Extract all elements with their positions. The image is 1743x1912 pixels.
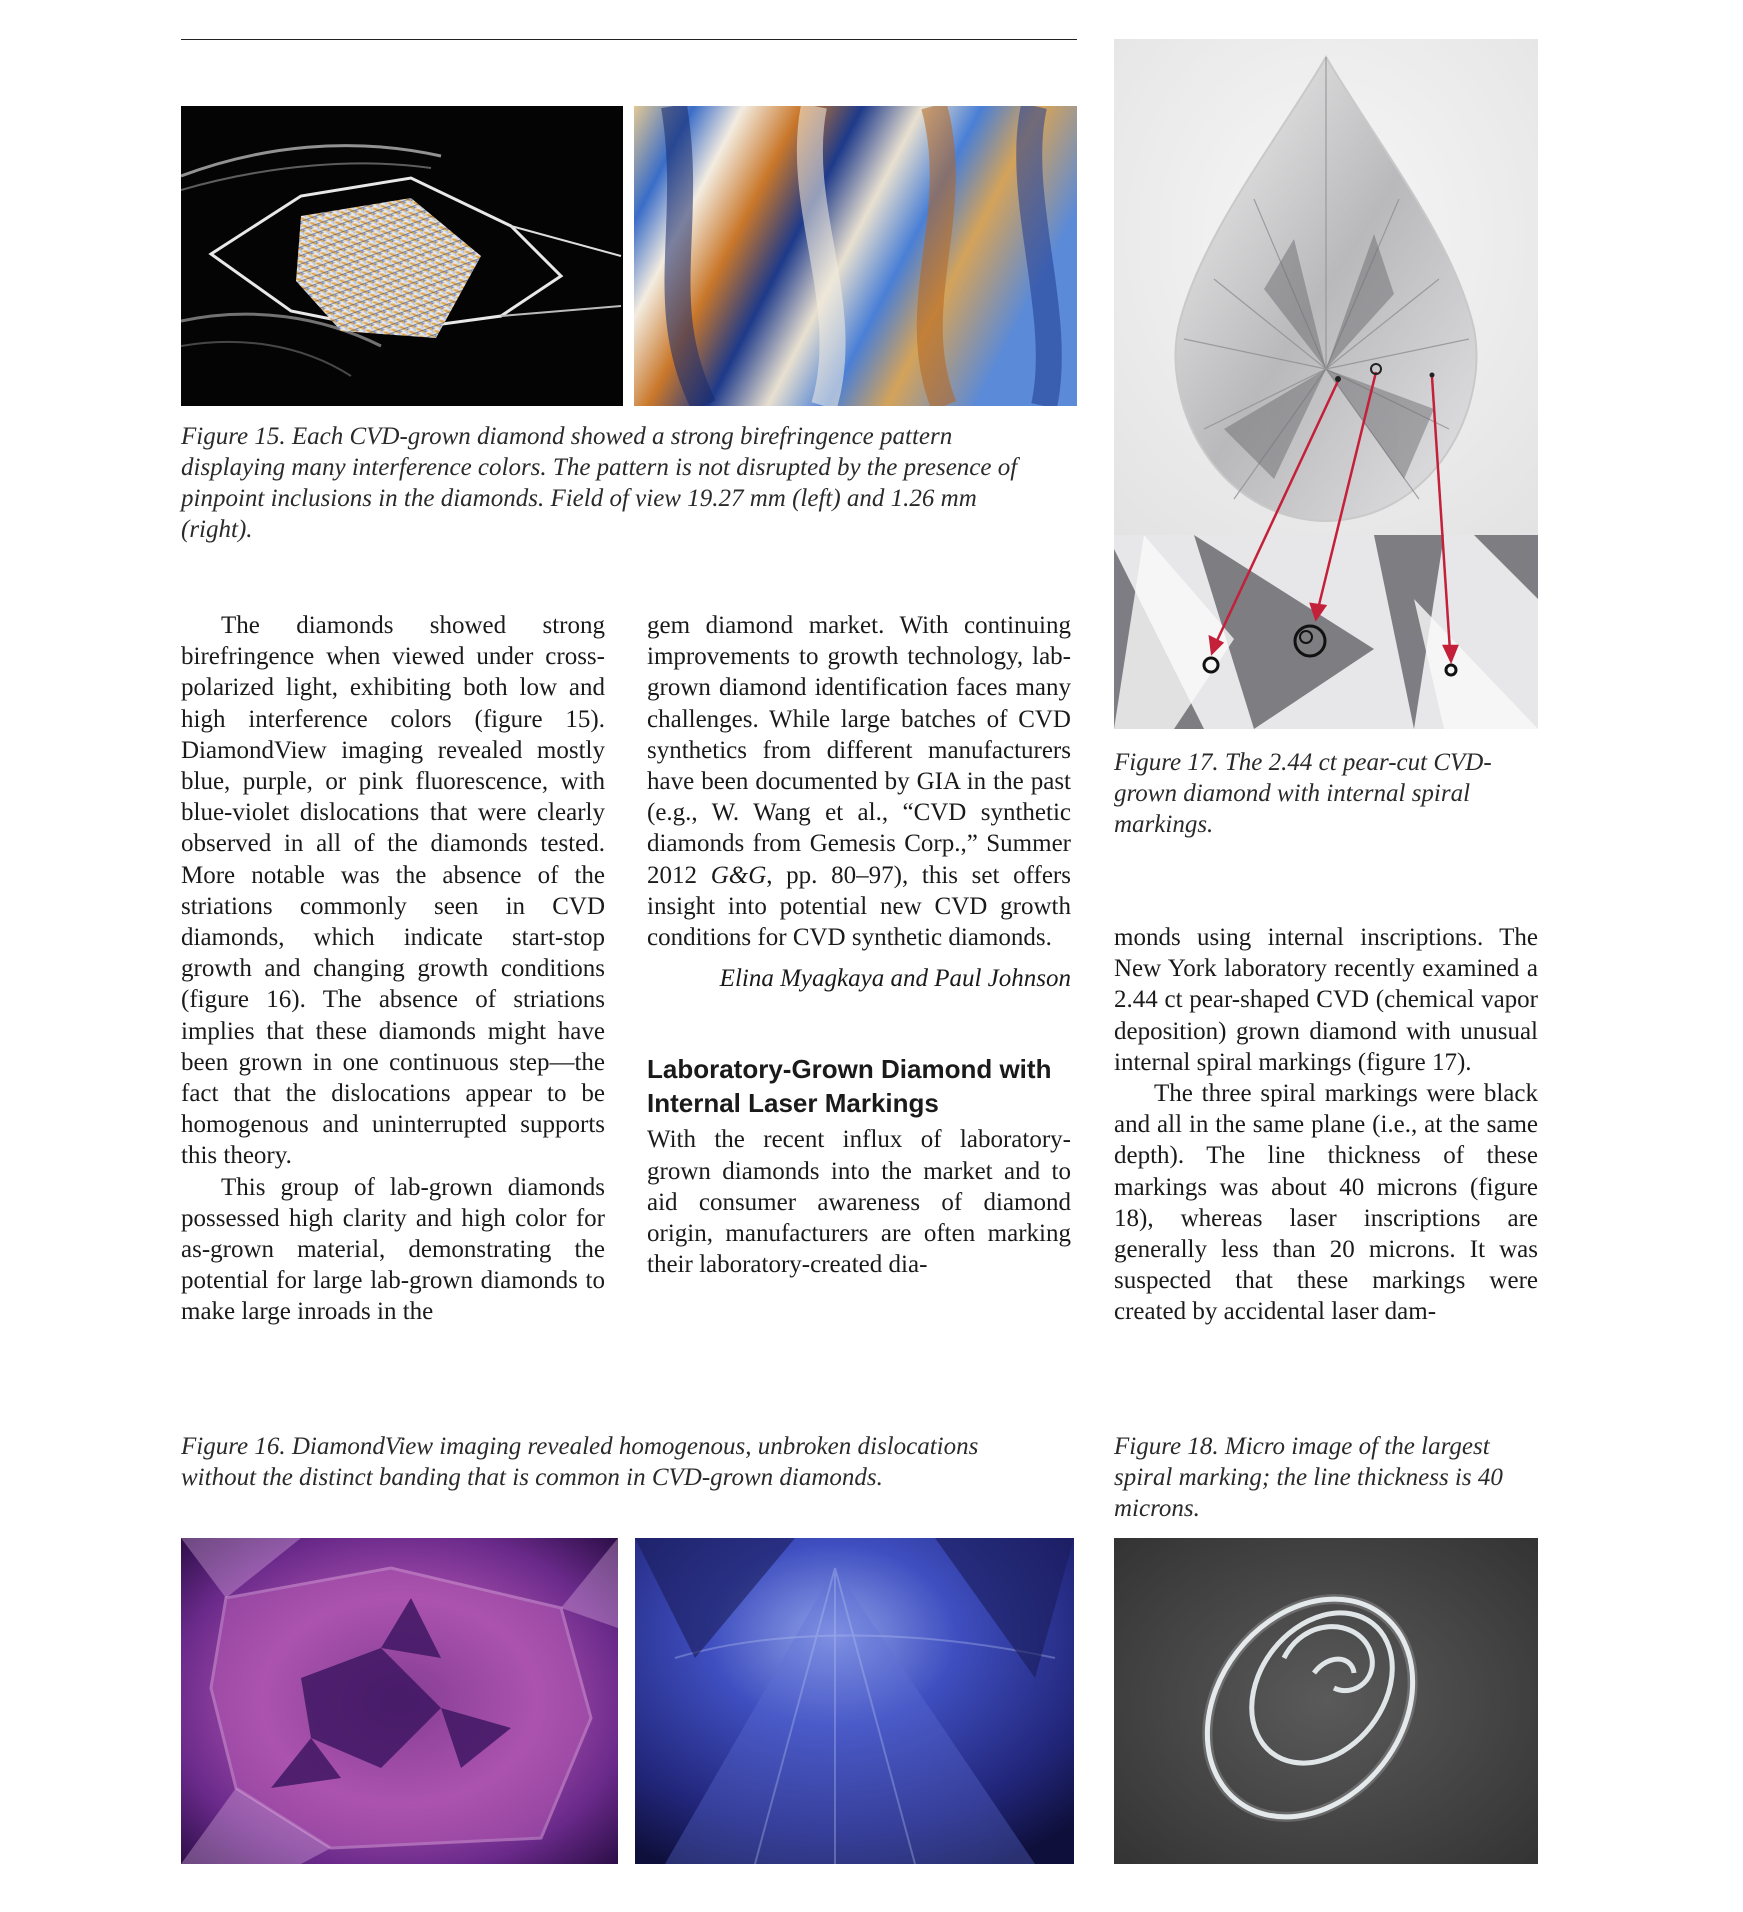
body-column-2 — [647, 610, 1071, 1280]
col2-paragraph-1-text-b: , pp. 80–97), this set offers insight into potential new CVD growth conditions for CVD synthetic diamonds. — [647, 861, 1071, 952]
col2-paragraph-2: With the recent influx of laboratory-grown diamonds into the market and to aid consumer awareness of diamond origin, manufacturers are often marking their laboratory-created dia- — [647, 1126, 1071, 1279]
figure15-left-image — [181, 106, 623, 406]
figure15-caption: Figure 15. Each CVD-grown diamond showed a strong birefringence pattern displaying many interference colors. The pattern is not disrupted by the presence of pinpoint inclusions in the diamonds. Field of view 19.27 mm (left) and 1.26 mm (right). — [181, 423, 1018, 543]
journal-abbrev: G&G — [710, 861, 767, 889]
figure17-caption: Figure 17. The 2.44 ct pear-cut CVD-grown diamond with internal spiral markings. — [1114, 749, 1492, 838]
col2-paragraph-1-text-a: gem diamond market. With continuing improvements to growth technology, lab-grown diamond identification faces many challenges. While large batches of CVD synthetics from different manufacturers have been documented by GIA in the past (e.g., W. Wang et al., “CVD synthetic diamonds from Gemesis Corp.,” Summer 2012 — [647, 612, 1071, 889]
top-rule — [181, 39, 1077, 40]
figure17-image — [1114, 39, 1538, 729]
body-column-3 — [1114, 922, 1538, 1328]
col1-paragraph-2: This group of lab-grown diamonds possessed high clarity and high color for as-grown material, demonstrating the potential for large lab-grown diamonds to make large inroads in the — [181, 1173, 605, 1326]
figure16-left-image — [181, 1538, 618, 1864]
section-heading: Laboratory-Grown Diamond with Internal Laser Markings — [647, 1054, 1052, 1119]
figure16-right-image — [635, 1538, 1074, 1864]
figure15-right-image — [634, 106, 1077, 406]
body-column-1 — [181, 610, 605, 1328]
col3-paragraph-2: The three spiral markings were black and all in the same plane (i.e., at the same depth). The line thickness of these markings was about 40 microns (figure 18), whereas laser inscriptions are generally less than 20 microns. It was suspected that these markings were created by accidental laser dam- — [1114, 1080, 1538, 1326]
figure16-caption: Figure 16. DiamondView imaging revealed homogenous, unbroken dislocations without the distinct banding that is common in CVD-grown diamonds. — [181, 1433, 979, 1491]
figure18-image — [1114, 1538, 1538, 1864]
col3-paragraph-1: monds using internal inscriptions. The New York laboratory recently examined a 2.44 ct pear-shaped CVD (chemical vapor deposition) grown diamond with unusual internal spiral markings (figure 17). — [1114, 924, 1538, 1076]
figure18-caption: Figure 18. Micro image of the largest spiral marking; the line thickness is 40 microns. — [1114, 1433, 1503, 1522]
col1-paragraph-1: The diamonds showed strong birefringence when viewed under cross-polarized light, exhibiting both low and high interference colors (figure 15). DiamondView imaging revealed mostly blue, purple, or pink fluorescence, with blue-violet dislocations that were clearly observed in all of the diamonds tested. More notable was the absence of the striations commonly seen in CVD diamonds, which indicate start-stop growth and changing growth conditions (figure 16). The absence of striations implies that these diamonds might have been grown in one continuous step—the fact that the dislocations appear to be homogenous and uninterrupted supports this theory. — [181, 612, 605, 1170]
col2-paragraph-1 — [647, 610, 1071, 953]
author-byline: Elina Myagkaya and Paul Johnson — [719, 965, 1071, 993]
